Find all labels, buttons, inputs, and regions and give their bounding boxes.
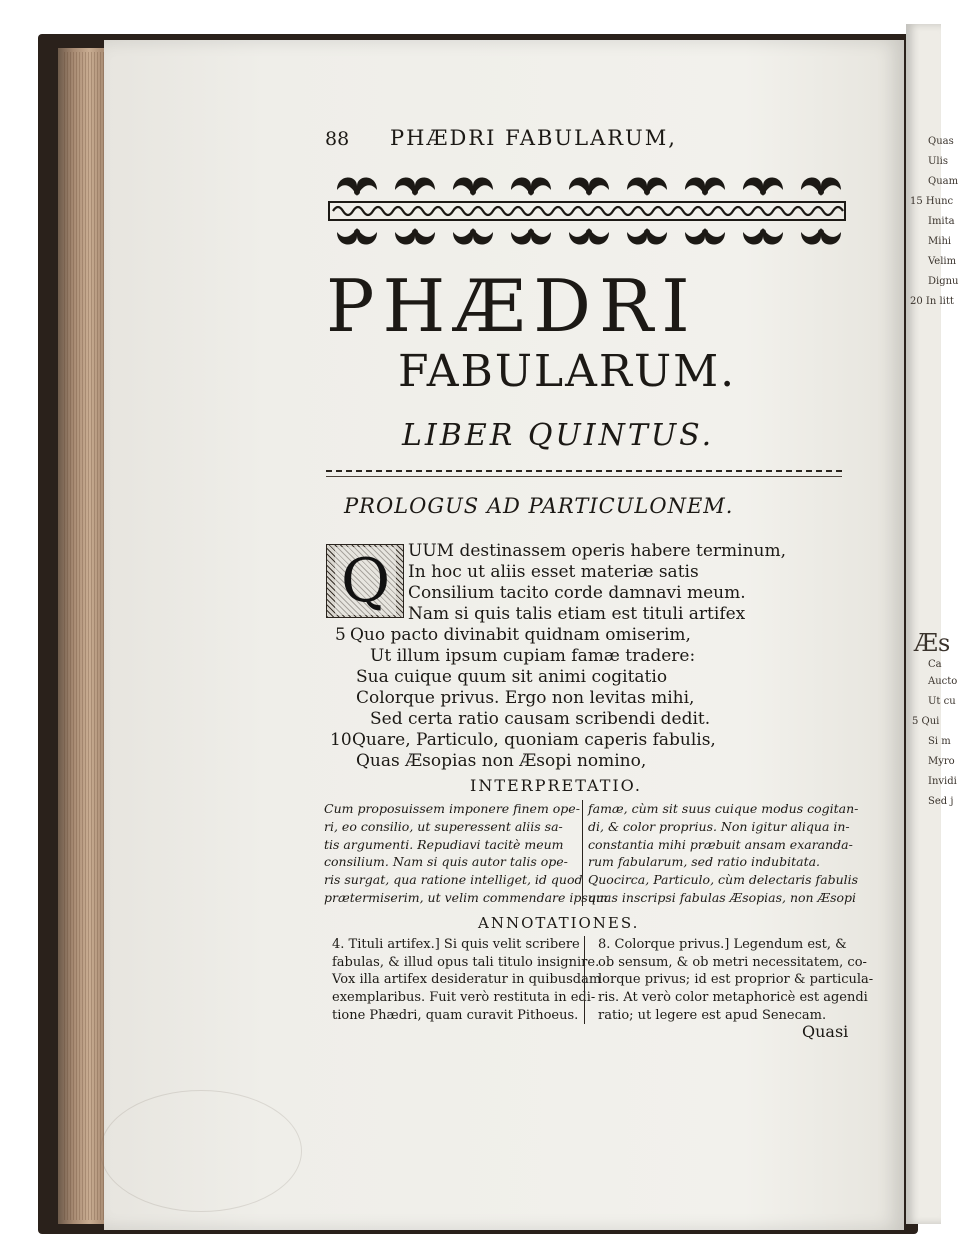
initial-letter: Q <box>335 547 396 615</box>
text-line: Quocirca, Particulo, cùm delectaris fabulis <box>588 872 859 888</box>
facing-text: Myro <box>928 756 955 767</box>
divider-rule-thin <box>326 476 842 477</box>
catchword: Quasi <box>802 1022 849 1041</box>
facing-text: Ca <box>928 659 942 670</box>
column-separator <box>582 800 583 906</box>
verse-line: Nam si quis talis etiam est tituli artifex <box>408 604 746 624</box>
text-line: 8. Colorque privus.] Legendum est, & <box>598 937 847 952</box>
facing-text: 15 Hunc <box>910 196 954 207</box>
title-line-1: PHÆDRI <box>326 264 698 348</box>
page-number: 88 <box>325 128 350 150</box>
facing-page <box>906 24 959 1224</box>
annotationes-left-column <box>332 936 601 1025</box>
divider-rule <box>326 470 842 472</box>
text-line: ris. At verò color metaphoricè est agendi <box>598 990 868 1006</box>
facing-text: Invidi <box>928 776 957 787</box>
text-line: di, & color proprius. Non igitur aliqua in- <box>588 818 850 834</box>
verse-line: Quo pacto divinabit quidnam omiserim, <box>350 625 691 645</box>
text-line: constantia mihi præbuit ansam exaranda- <box>588 836 853 852</box>
text-line: ratio; ut legere est apud Senecam. <box>598 1007 827 1023</box>
text-line: ob sensum, & ob metri necessitatem, co- <box>598 954 867 970</box>
verse-line: Colorque privus. Ergo non levitas mihi, <box>356 688 695 708</box>
page-edge-texture <box>64 52 104 1220</box>
text-line: exemplaribus. Fuit verò restituta in edi- <box>332 990 596 1006</box>
title-line-2: FABULARUM. <box>398 346 737 397</box>
annotationes-heading: ANNOTATIONES. <box>478 914 640 932</box>
facing-text: Aucto <box>928 676 958 687</box>
text-line: tione Phædri, quam curavit Pithoeus. <box>332 1007 579 1023</box>
facing-text: Ut cu <box>928 696 956 707</box>
facing-text: Æs <box>914 629 951 657</box>
text-line: lorque privus; id est proprior & particula- <box>598 972 874 988</box>
facing-text: Mihi <box>928 236 952 247</box>
verse-line: Sed certa ratio causam scribendi dedit. <box>370 709 711 729</box>
facing-text: 20 In litt <box>910 296 954 307</box>
interpretatio-right-column <box>588 800 858 907</box>
text-line: fabulas, & illud opus tali titulo insignire. <box>332 954 600 970</box>
text-line: Vox illa artifex desideratur in quibusdam <box>332 972 602 988</box>
verse-line: Consilium tacito corde damnavi meum. <box>408 583 746 603</box>
text-line: ris surgat, qua ratione intelliget, id quod <box>324 872 583 888</box>
text-line: famæ, cùm sit suus cuique modus cogitan- <box>588 801 859 816</box>
running-head: PHÆDRI FABULARUM, <box>390 126 677 150</box>
facing-text: Dignu <box>928 276 959 287</box>
prologue-heading: PROLOGUS AD PARTICULONEM. <box>344 494 734 518</box>
text-line: rum fabularum, sed ratio indubitata. <box>588 854 821 870</box>
facing-text: Quam <box>928 176 959 187</box>
text-line: consilium. Nam si quis autor talis ope- <box>324 854 568 870</box>
verse-line: UUM destinassem operis habere terminum, <box>408 541 787 561</box>
facing-text: Si m <box>928 736 951 747</box>
verse-line: In hoc ut aliis esset materiæ satis <box>408 562 699 582</box>
text-line: 4. Tituli artifex.] Si quis velit scribere <box>332 937 580 952</box>
facing-text: Quas <box>928 136 954 147</box>
verse-line: Sua cuique quum sit animi cogitatio <box>356 667 668 687</box>
verse-number: 10 <box>330 730 352 750</box>
facing-text: 5 Qui <box>912 716 940 727</box>
interpretatio-left-column <box>324 800 608 907</box>
facing-text: Velim <box>928 256 957 267</box>
verse-line: Quas Æsopias non Æsopi nomino, <box>356 751 647 771</box>
text-line: ri, eo consilio, ut superessent aliis sa- <box>324 818 563 834</box>
page-stain <box>100 1090 302 1212</box>
verse-line: Quare, Particulo, quoniam caperis fabulis, <box>352 730 716 750</box>
verse-line: Ut illum ipsum cupiam famæ tradere: <box>370 646 696 666</box>
text-line: tis argumenti. Repudiavi tacitè meum <box>324 836 564 852</box>
ornament-band <box>327 168 847 256</box>
text-line: quas inscripsi fabulas Æsopias, non Æsopi <box>588 889 857 905</box>
text-line: prætermiserim, ut velim commendare ipsum <box>324 889 608 905</box>
facing-text: Ulis <box>928 156 948 167</box>
interpretatio-heading: INTERPRETATIO. <box>470 776 642 795</box>
column-separator <box>584 936 585 1024</box>
title-line-3: LIBER QUINTUS. <box>402 418 715 453</box>
facing-text: Imita <box>928 216 955 227</box>
decorated-initial <box>326 544 404 618</box>
verse-number: 5 <box>335 625 346 645</box>
text-line: Cum proposuissem imponere finem ope- <box>324 801 580 816</box>
annotationes-right-column <box>598 936 873 1025</box>
facing-text: Sed j <box>928 796 954 807</box>
